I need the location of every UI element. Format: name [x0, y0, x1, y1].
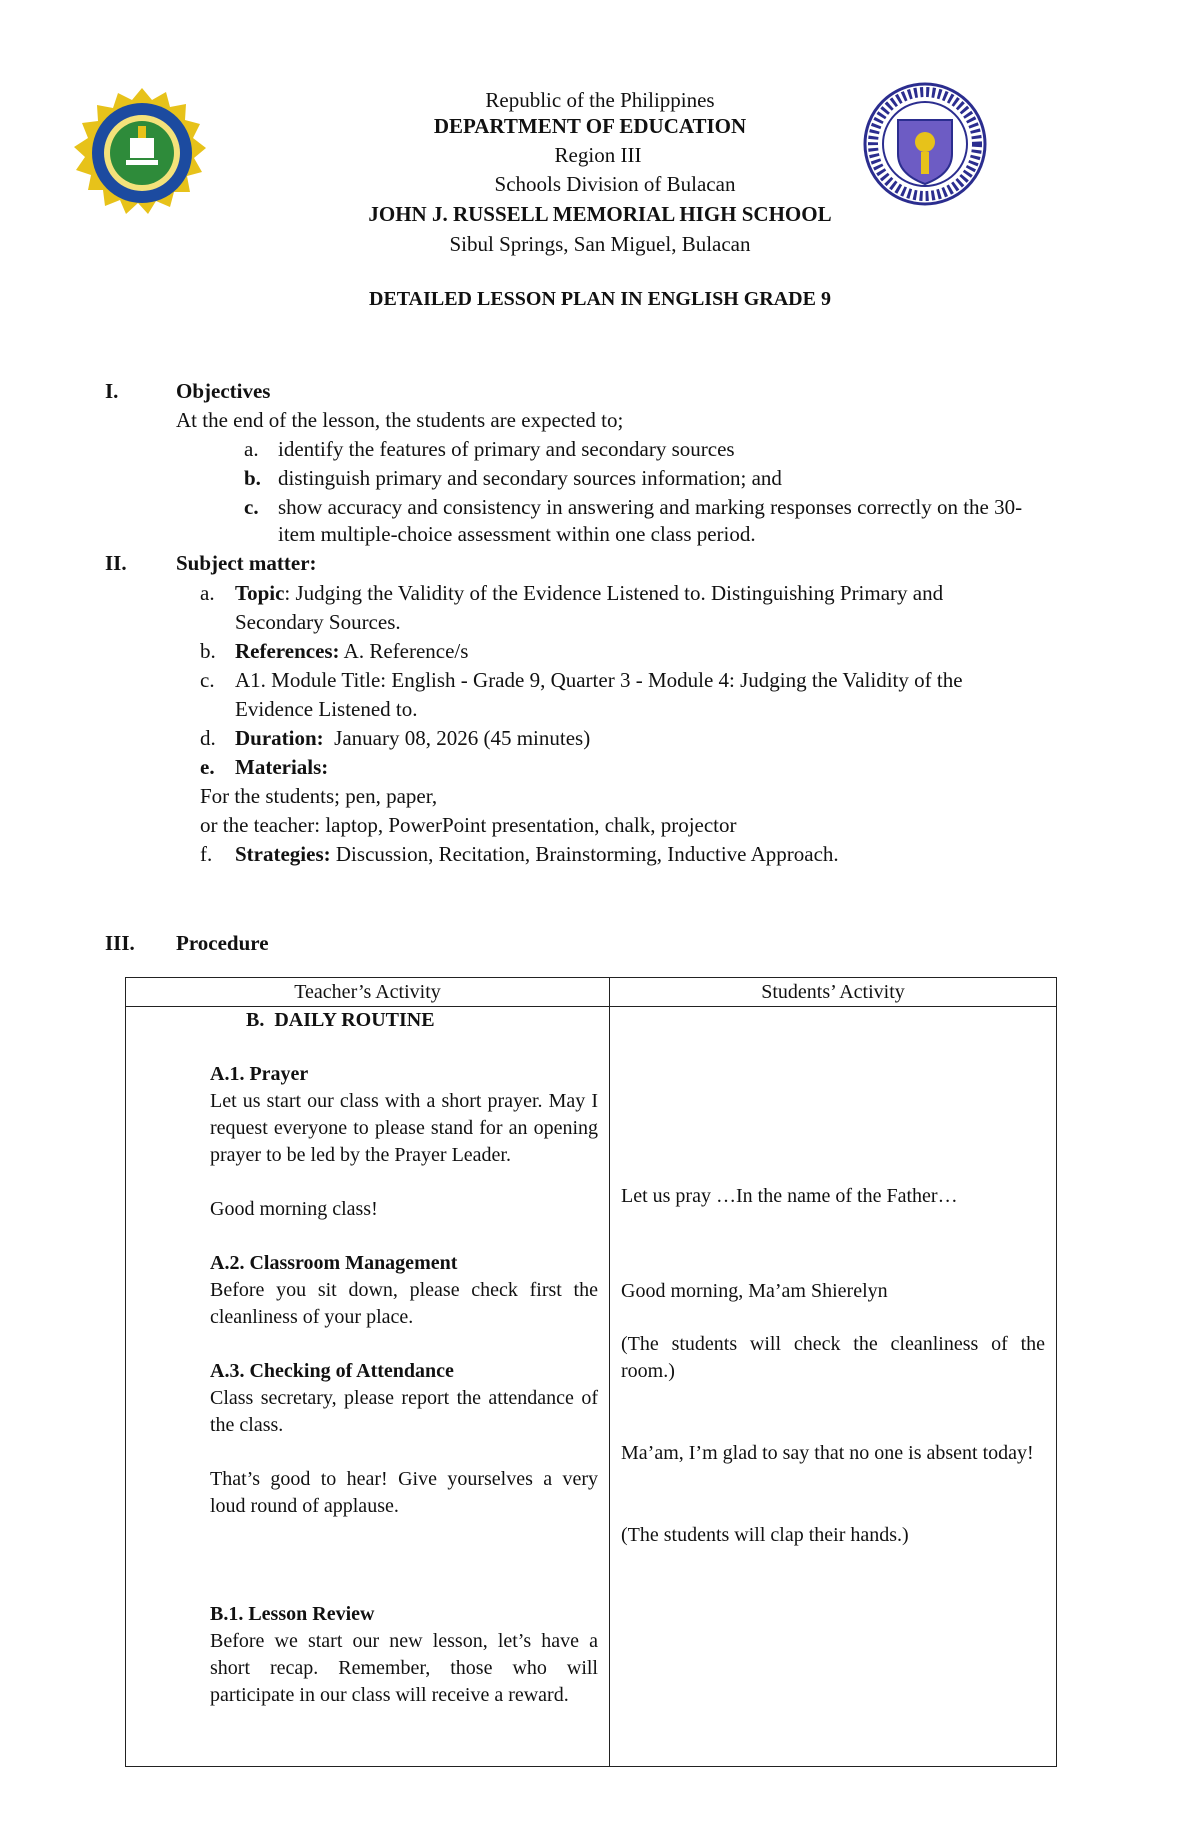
- strategies-label: Strategies:: [235, 842, 331, 866]
- materials-teacher: or the teacher: laptop, PowerPoint presentation, chalk, projector: [200, 813, 737, 837]
- objectives-numeral: I.: [105, 379, 119, 403]
- objective-marker: a.: [244, 437, 259, 461]
- column-divider: [609, 978, 610, 1766]
- subject-item-duration: [235, 724, 590, 752]
- prayer-heading: A.1. Prayer: [210, 1063, 309, 1085]
- daily-routine-heading: B. DAILY ROUTINE: [246, 1009, 435, 1031]
- objectives-intro: At the end of the lesson, the students are expected to;: [176, 408, 624, 432]
- strategies-text: Discussion, Recitation, Brainstorming, Inductive Approach.: [330, 842, 839, 866]
- student-clap-response: (The students will clap their hands.): [621, 1524, 909, 1546]
- student-cleanliness-response: (The students will check the cleanliness of the room.): [621, 1333, 1045, 1382]
- subject-marker: a.: [200, 581, 215, 605]
- attendance-text: Class secretary, please report the attendance of the class.: [210, 1387, 598, 1436]
- objectives-heading: Objectives: [176, 379, 271, 403]
- subject-item-module: A1. Module Title: English - Grade 9, Quarter 3 - Module 4: Judging the Validity of the: [235, 668, 963, 692]
- classroom-management-text: Before you sit down, please check first the cleanliness of your place.: [210, 1279, 598, 1328]
- subject-heading: Subject matter:: [176, 551, 317, 575]
- teacher-activity-cell: [210, 1061, 598, 1709]
- republic-label: Republic of the Philippines: [485, 88, 715, 112]
- student-greeting-response: Good morning, Ma’am Shierelyn: [621, 1280, 888, 1302]
- subject-item-topic: [235, 579, 943, 607]
- objective-item-continued: item multiple-choice assessment within one class period.: [278, 522, 756, 546]
- objective-item: identify the features of primary and secondary sources: [278, 437, 735, 461]
- document-title: DETAILED LESSON PLAN IN ENGLISH GRADE 9: [369, 288, 831, 310]
- classroom-management-heading: A.2. Classroom Management: [210, 1252, 458, 1274]
- subject-item-continued: Evidence Listened to.: [235, 697, 418, 721]
- duration-text: January 08, 2026 (45 minutes): [323, 726, 591, 750]
- region-label: Region III: [554, 143, 642, 167]
- lesson-review-text: Before we start our new lesson, let’s have a short recap. Remember, those who will participate in our class will receive a reward.: [210, 1630, 598, 1706]
- references-text: A. Reference/s: [339, 639, 469, 663]
- references-label: References:: [235, 639, 340, 663]
- subject-item-strategies: [235, 840, 839, 868]
- topic-text: : Judging the Validity of the Evidence Listened to. Distinguishing Primary and: [284, 581, 944, 605]
- subject-marker: d.: [200, 726, 216, 750]
- lesson-review-heading: B.1. Lesson Review: [210, 1603, 375, 1625]
- subject-marker: f.: [200, 842, 213, 866]
- division-label: Schools Division of Bulacan: [494, 172, 736, 196]
- attendance-heading: A.3. Checking of Attendance: [210, 1360, 454, 1382]
- subject-item-references: [235, 637, 468, 665]
- procedure-numeral: III.: [105, 931, 135, 955]
- student-prayer-response: Let us pray …In the name of the Father…: [621, 1185, 958, 1207]
- subject-item-continued: Secondary Sources.: [235, 610, 401, 634]
- school-name: JOHN J. RUSSELL MEMORIAL HIGH SCHOOL: [368, 202, 832, 226]
- procedure-heading: Procedure: [176, 931, 269, 955]
- materials-label: Materials:: [235, 755, 329, 779]
- objective-item: distinguish primary and secondary sources information; and: [278, 466, 782, 490]
- prayer-text: Let us start our class with a short prayer. May I request everyone to please stand for an opening prayer to be led by the Prayer Leader.: [210, 1090, 598, 1166]
- materials-students: For the students; pen, paper,: [200, 784, 438, 808]
- subject-marker: b.: [200, 639, 216, 663]
- student-attendance-response: Ma’am, I’m glad to say that no one is absent today!: [621, 1442, 1034, 1464]
- department-label: DEPARTMENT OF EDUCATION: [433, 114, 747, 138]
- school-address: Sibul Springs, San Miguel, Bulacan: [449, 232, 751, 256]
- procedure-table: [125, 977, 1057, 1767]
- subject-marker: e.: [200, 755, 215, 779]
- applause-text: That’s good to hear! Give yourselves a very loud round of applause.: [210, 1468, 598, 1517]
- greeting-text: Good morning class!: [210, 1198, 378, 1220]
- objective-marker: c.: [244, 495, 259, 519]
- objective-item: show accuracy and consistency in answering and marking responses correctly on the 30-: [278, 495, 1023, 519]
- subject-marker: c.: [200, 668, 215, 692]
- teacher-activity-header: Teacher’s Activity: [294, 981, 441, 1003]
- subject-numeral: II.: [105, 551, 127, 575]
- objective-marker: b.: [244, 466, 261, 490]
- topic-label: Topic: [235, 581, 285, 605]
- duration-label: Duration:: [235, 726, 324, 750]
- students-activity-header: Students’ Activity: [761, 981, 905, 1003]
